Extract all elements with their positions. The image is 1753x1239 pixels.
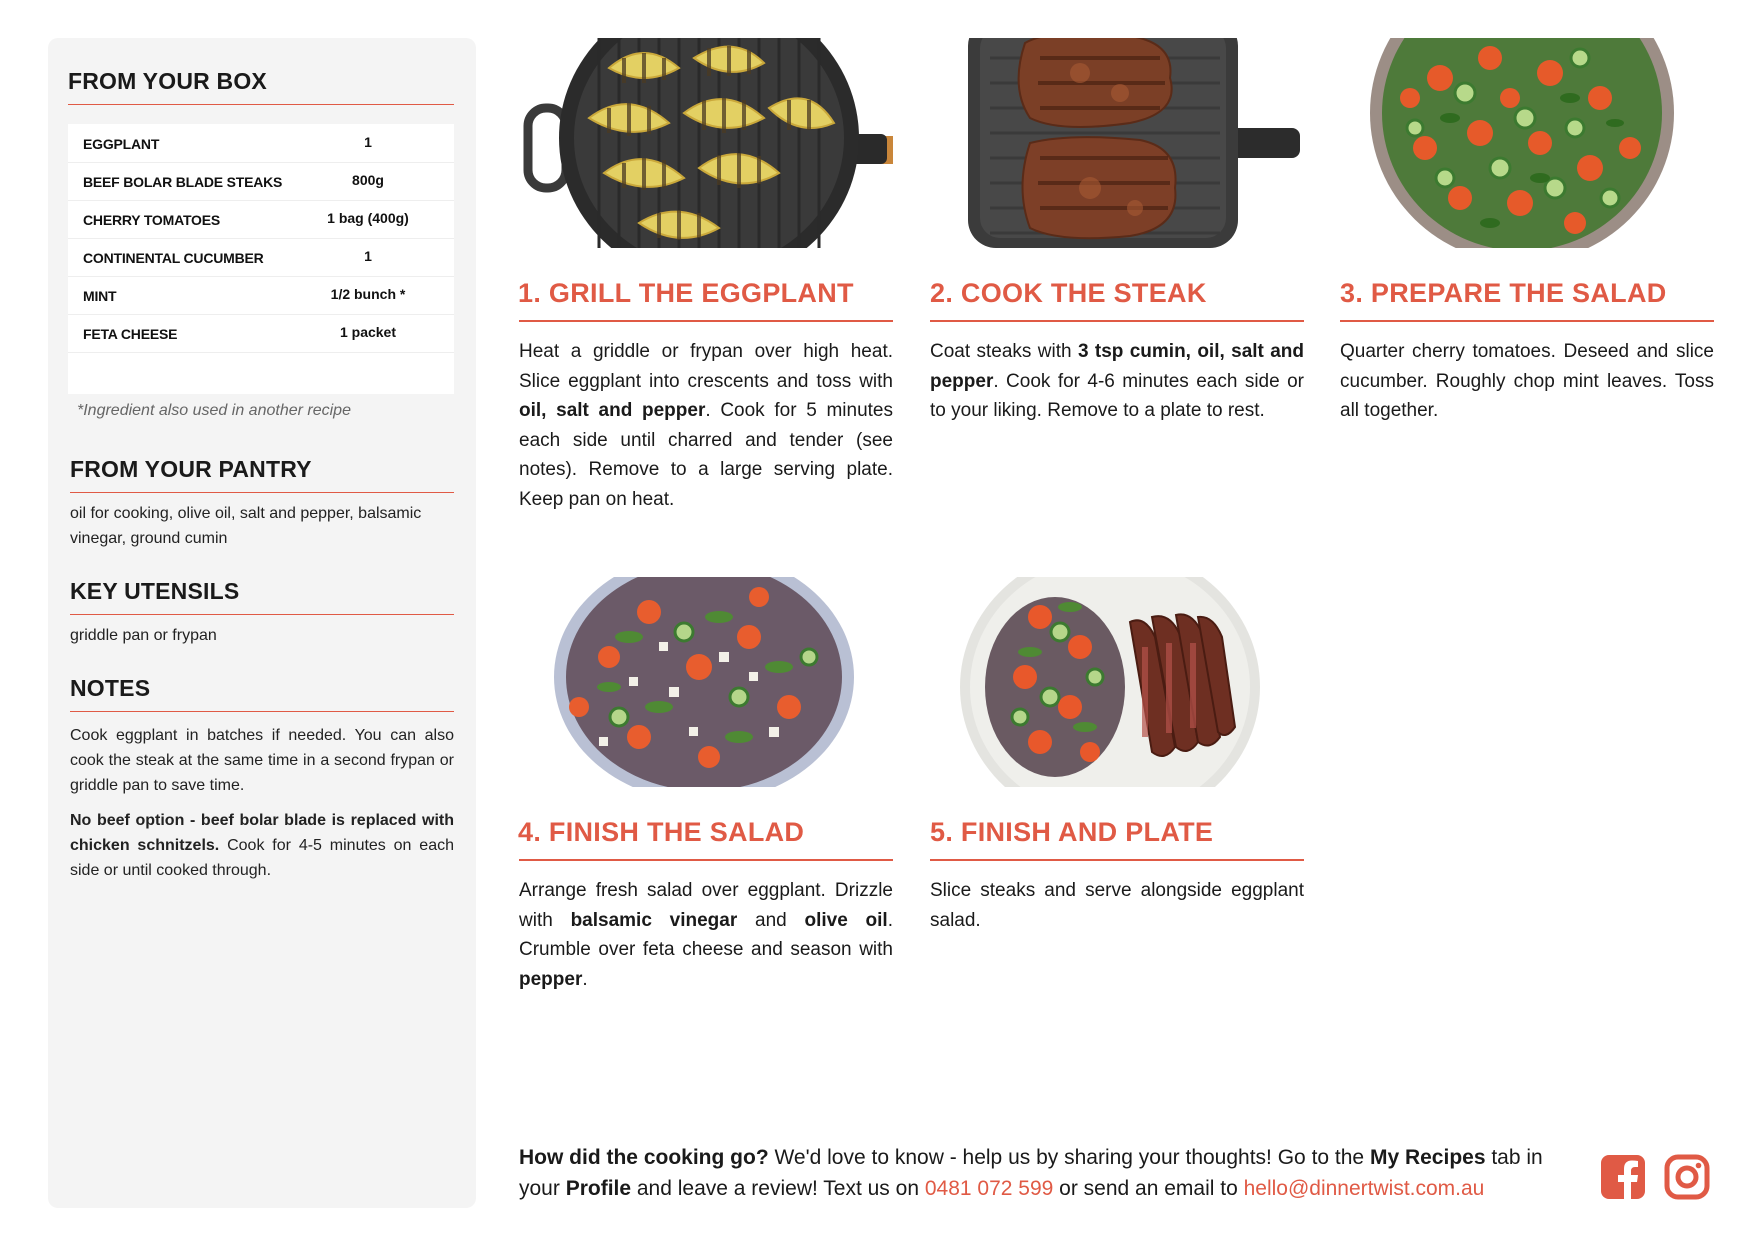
grilled-eggplant-pan-photo (519, 38, 893, 248)
feedback-text: tab in your (519, 1146, 1543, 1200)
ingredient-name: CHERRY TOMATOES (83, 212, 221, 228)
ingredient-qty: 1/2 bunch * (330, 286, 406, 302)
notes-heading: NOTES (70, 675, 151, 701)
ingredients-table (68, 124, 454, 394)
ingredient-name: FETA CHEESE (83, 326, 178, 342)
step-3-rule (1340, 320, 1714, 322)
step-4-title: 4. FINISH THE SALAD (518, 817, 805, 847)
table-row (68, 238, 454, 277)
table-row (68, 124, 454, 163)
step-text-bold: 3 tsp cumin, oil, salt and pepper (930, 341, 1305, 392)
table-row (68, 314, 454, 353)
utensils-heading-rule (70, 614, 454, 615)
box-heading-rule (68, 104, 454, 105)
salad-platter-photo (519, 577, 893, 787)
ingredient-qty: 1 packet (339, 324, 397, 340)
ingredient-qty: 1 (364, 134, 372, 150)
step-2-text (930, 337, 1304, 426)
ingredient-footnote: *Ingredient also used in another recipe (77, 402, 351, 419)
notes-paragraph-1: Cook eggplant in batches if needed. You can also cook the steak at the same time in a second frypan or griddle pan to save time. (70, 727, 454, 794)
table-row (68, 200, 454, 239)
my-recipes-link[interactable]: My Recipes (1369, 1146, 1486, 1169)
box-heading: FROM YOUR BOX (68, 68, 267, 94)
notes-text: Cook for 4-5 minutes on each side or until cooked through. (70, 837, 454, 879)
ingredient-name: MINT (83, 288, 117, 304)
utensils-text: griddle pan or frypan (70, 627, 217, 644)
step-text-segment: . Cook for 4-6 minutes each side or to your liking. Remove to a plate to rest. (930, 370, 1304, 421)
step-3-text (1340, 337, 1714, 426)
instagram-icon[interactable] (1664, 1154, 1710, 1200)
ingredient-name: CONTINENTAL CUCUMBER (83, 250, 264, 266)
ingredient-qty: 800g (352, 172, 384, 188)
step-text-segment: . (582, 968, 588, 990)
step-text-bold: oil, salt and pepper (519, 400, 706, 421)
ingredients-sidebar (48, 38, 476, 1208)
step-text-segment: and (737, 909, 805, 931)
step-2-title: 2. COOK THE STEAK (930, 278, 1207, 308)
step-text-segment: Slice steaks and serve alongside eggplant salad. (930, 880, 1304, 931)
pantry-heading-rule (70, 492, 454, 493)
step-1-rule (519, 320, 893, 322)
utensils-heading: KEY UTENSILS (70, 578, 240, 604)
step-text-segment: Heat a griddle or frypan over high heat. Slice eggplant into crescents and toss with (519, 341, 893, 392)
step-text-bold: olive oil (804, 909, 888, 931)
pantry-text: oil for cooking, olive oil, salt and pepper, balsamic vinegar, ground cumin (70, 505, 422, 547)
ingredient-name: BEEF BOLAR BLADE STEAKS (83, 174, 283, 190)
phone-link[interactable]: 0481 072 599 (924, 1177, 1054, 1200)
step-2-rule (930, 320, 1304, 322)
ingredient-name: EGGPLANT (83, 136, 160, 152)
step-text-bold: balsamic vinegar (570, 909, 738, 931)
ingredient-qty: 1 (364, 248, 372, 264)
feedback-message (519, 1142, 1579, 1204)
table-row (68, 276, 454, 315)
step-4-text (519, 876, 893, 994)
step-1-text (519, 337, 893, 514)
table-row (68, 162, 454, 201)
steak-griddle-photo (930, 38, 1304, 248)
feedback-text: and leave a review! Text us on (631, 1177, 925, 1200)
email-link[interactable]: hello@dinnertwist.com.au (1243, 1177, 1485, 1200)
step-5-rule (930, 859, 1304, 861)
notes-heading-rule (70, 711, 454, 712)
step-text-segment: . Crumble over feta cheese and season with (519, 909, 893, 960)
plated-steak-photo (930, 577, 1304, 787)
profile-link[interactable]: Profile (565, 1177, 632, 1200)
salad-bowl-photo (1340, 38, 1714, 248)
feedback-question: How did the cooking go? (519, 1146, 769, 1169)
feedback-text: We'd love to know - help us by sharing your thoughts! Go to the (768, 1146, 1370, 1169)
feedback-text: or send an email to (1053, 1177, 1244, 1200)
step-4-rule (519, 859, 893, 861)
step-text-segment: Arrange fresh salad over eggplant. Drizzle with (519, 880, 893, 931)
ingredient-qty: 1 bag (400g) (327, 210, 409, 226)
pantry-heading: FROM YOUR PANTRY (70, 456, 312, 482)
facebook-icon[interactable] (1600, 1154, 1646, 1200)
step-text-segment: Coat steaks with (930, 341, 1078, 362)
notes-bold-text: No beef option - beef bolar blade is replaced with chicken schnitzels. (70, 812, 454, 854)
step-text-bold: pepper (519, 968, 583, 990)
step-3-title: 3. PREPARE THE SALAD (1340, 278, 1667, 308)
step-5-text (930, 876, 1304, 935)
notes-paragraph-2 (70, 808, 454, 883)
step-1-title: 1. GRILL THE EGGPLANT (518, 278, 854, 308)
step-text-segment: . Cook for 5 minutes each side until charred and tender (see notes). Remove to a large serving plate. Keep pan on heat. (519, 400, 893, 510)
step-5-title: 5. FINISH AND PLATE (930, 817, 1214, 847)
step-text-segment: Quarter cherry tomatoes. Deseed and slice cucumber. Roughly chop mint leaves. Toss all together. (1340, 341, 1714, 421)
